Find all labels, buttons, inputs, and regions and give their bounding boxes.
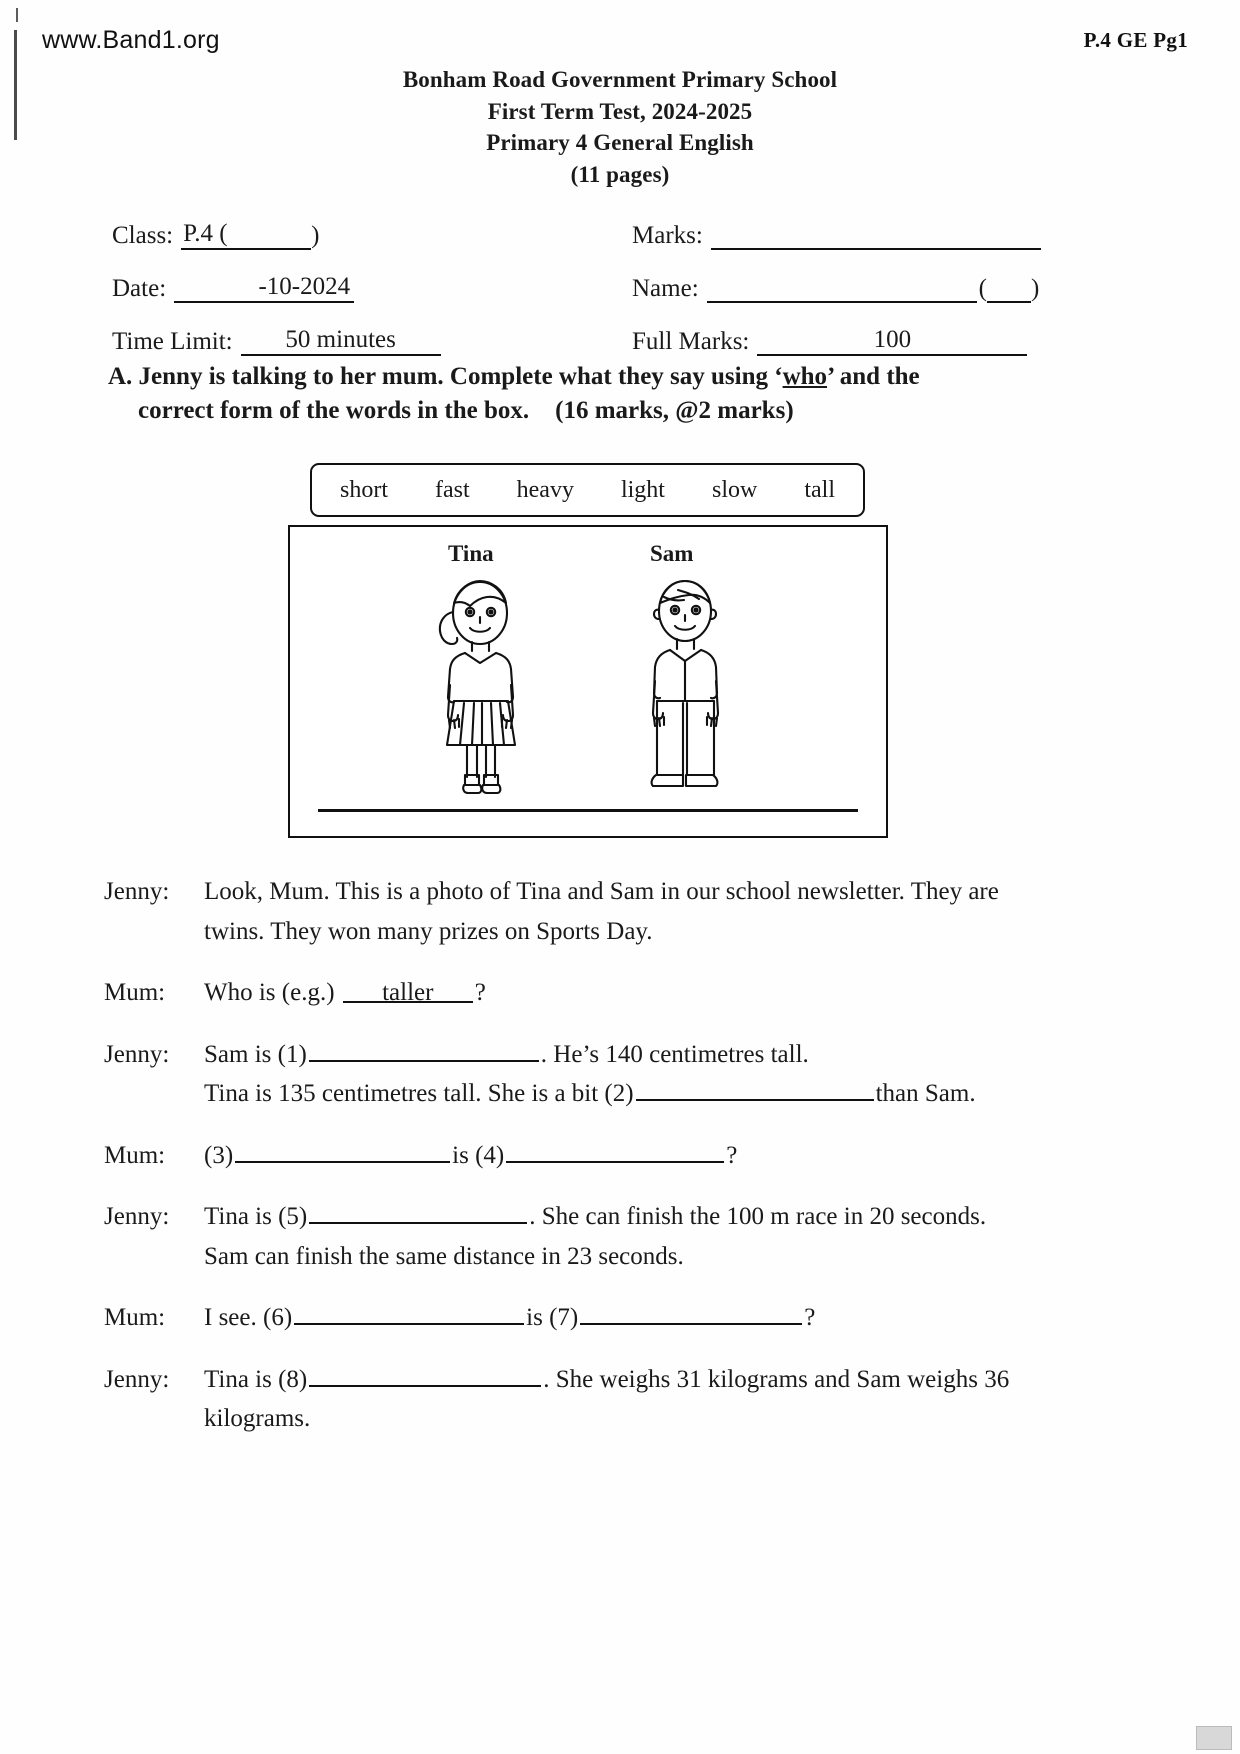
class-label: Class:: [112, 222, 174, 249]
question-mark: ?: [804, 1304, 816, 1331]
name-field: [632, 274, 1132, 303]
full-marks-value: 100: [757, 327, 1027, 356]
answer-blank-2[interactable]: [636, 1075, 874, 1101]
speech-text: [204, 1360, 1144, 1439]
name-label: Name:: [632, 275, 699, 302]
page-code: P.4 GE Pg1: [1083, 28, 1188, 52]
answer-3-prefix: (3): [204, 1141, 234, 1169]
word-bank-item-1[interactable]: fast: [435, 476, 470, 503]
time-limit-value: 50 minutes: [241, 327, 441, 356]
scan-artifact-tick: [16, 8, 18, 22]
speaker-label: Jenny:: [104, 1203, 170, 1230]
date-label: Date:: [112, 275, 167, 302]
class-field: [112, 221, 632, 250]
answer-6-prefix: I see. (6): [204, 1304, 293, 1331]
speech-line-2: [204, 1074, 1144, 1114]
speech-line-1: Look, Mum. This is a photo of Tina and Sam in our school newsletter. They are: [204, 878, 999, 905]
word-bank-item-5[interactable]: tall: [804, 476, 835, 503]
date-input[interactable]: -10-2024: [174, 274, 354, 303]
marks-input[interactable]: [711, 221, 1041, 250]
answer-4-prefix: is (4): [452, 1141, 505, 1169]
name-number-input[interactable]: [987, 277, 1031, 303]
instruction-line-1-post: ’ and the: [827, 363, 920, 390]
site-watermark: www.Band1.org: [42, 26, 220, 54]
name-paren-open: (: [978, 275, 987, 302]
name-paren-close: ): [1030, 275, 1040, 302]
name-input[interactable]: [707, 274, 977, 303]
figure-label-sam: Sam: [650, 541, 694, 566]
answer-blank-4[interactable]: [506, 1137, 724, 1163]
dialogue-turn-mum-3: [104, 1298, 1144, 1338]
speaker-label: Mum:: [104, 979, 166, 1006]
candidate-info: [112, 216, 1132, 375]
illustration-frame: [288, 525, 888, 838]
dialogue-turn-jenny-3: [104, 1197, 1144, 1276]
instruction-keyword-who: who: [782, 363, 828, 390]
info-row-date-name: [112, 269, 1132, 303]
answer-blank-5[interactable]: [309, 1198, 527, 1224]
instruction-line-1-pre: A. Jenny is talking to her mum. Complete what they say using ‘: [108, 363, 783, 390]
question-prefix: Who is (e.g.): [204, 979, 335, 1006]
section-a-instruction: [108, 360, 1138, 428]
answer-blank-6[interactable]: [294, 1299, 524, 1325]
school-name: Bonham Road Government Primary School: [402, 67, 838, 92]
info-row-class-marks: [112, 216, 1132, 250]
word-bank-item-2[interactable]: heavy: [516, 476, 574, 503]
test-name: First Term Test, 2024-2025: [487, 98, 753, 124]
time-limit-label: Time Limit:: [112, 328, 233, 355]
boy-figure-icon: [630, 577, 740, 810]
answer-8-suffix: . She weighs 31 kilograms and Sam weighs 36: [543, 1365, 1010, 1393]
ground-line: [318, 809, 858, 812]
dialogue-turn-jenny-4: [104, 1360, 1144, 1439]
section-a-marks: (16 marks, @2 marks): [555, 396, 794, 424]
page-count: (11 pages): [570, 162, 670, 188]
full-marks-label: Full Marks:: [632, 328, 750, 355]
speaker-label: Mum:: [104, 1141, 166, 1169]
speaker-label: Mum:: [104, 1304, 166, 1331]
info-row-time-fullmarks: [112, 322, 1132, 356]
class-close-paren: ): [311, 222, 320, 249]
scan-footer-stamp: [1196, 1726, 1232, 1750]
question-mark: ?: [474, 979, 486, 1006]
word-bank-item-4[interactable]: slow: [711, 476, 758, 503]
answer-1-prefix: Sam is (1): [204, 1040, 307, 1068]
instruction-line-2-text: correct form of the words in the box.: [138, 396, 530, 424]
dialogue-turn-jenny-1: [104, 872, 1144, 951]
example-answer-blank[interactable]: taller: [343, 973, 473, 1003]
exam-title-block: [0, 64, 1240, 191]
speech-line-2: twins. They won many prizes on Sports Day.: [204, 917, 653, 945]
speech-line-2: Sam can finish the same distance in 23 seconds.: [204, 1242, 684, 1270]
dialogue-turn-mum-example: [104, 973, 1144, 1013]
dialogue-section: [104, 872, 1144, 1461]
speech-text: [204, 1298, 1144, 1338]
answer-7-prefix: is (7): [526, 1304, 579, 1331]
word-bank-item-3[interactable]: light: [620, 476, 665, 503]
instruction-line-1: [108, 360, 1138, 394]
speech-line-1: [204, 1360, 1144, 1400]
class-input[interactable]: P.4 (: [181, 221, 311, 250]
speaker-label: Jenny:: [104, 878, 170, 905]
speech-text: [204, 1035, 1144, 1114]
speech-text: [204, 973, 1144, 1013]
answer-blank-1[interactable]: [309, 1036, 539, 1062]
subject-name: Primary 4 General English: [486, 130, 754, 156]
figure-label-tina: Tina: [448, 541, 494, 566]
instruction-line-2: [108, 394, 1138, 428]
speech-text: [204, 1136, 1144, 1176]
full-marks-field: [632, 327, 1132, 356]
answer-blank-8[interactable]: [309, 1361, 541, 1387]
dialogue-turn-jenny-2: [104, 1035, 1144, 1114]
speech-text: [204, 872, 1144, 951]
name-number-paren: [979, 275, 1040, 303]
answer-2-prefix: Tina is 135 centimetres tall. She is a bit (2): [204, 1080, 634, 1107]
speech-line-1: [204, 1197, 1144, 1237]
answer-8-prefix: Tina is (8): [204, 1365, 308, 1393]
answer-2-suffix: than Sam.: [875, 1080, 976, 1107]
speech-line-2: kilograms.: [204, 1405, 311, 1432]
word-bank-item-0[interactable]: short: [340, 476, 388, 503]
marks-field: [632, 221, 1132, 250]
date-field: [112, 274, 632, 303]
girl-figure-icon: [420, 579, 540, 810]
answer-blank-7[interactable]: [580, 1299, 802, 1325]
speech-line-1: [204, 1035, 1144, 1075]
answer-blank-3[interactable]: [235, 1137, 450, 1163]
dialogue-turn-mum-2: [104, 1136, 1144, 1176]
answer-5-prefix: Tina is (5): [204, 1203, 308, 1230]
speaker-label: Jenny:: [104, 1365, 170, 1393]
word-bank-box: [310, 463, 865, 517]
question-mark: ?: [726, 1141, 738, 1169]
speaker-label: Jenny:: [104, 1040, 170, 1068]
marks-label: Marks:: [632, 222, 703, 249]
speech-text: [204, 1197, 1144, 1276]
answer-1-suffix: . He’s 140 centimetres tall.: [540, 1040, 809, 1068]
time-limit-field: [112, 327, 632, 356]
answer-5-suffix: . She can finish the 100 m race in 20 seconds.: [529, 1203, 987, 1230]
